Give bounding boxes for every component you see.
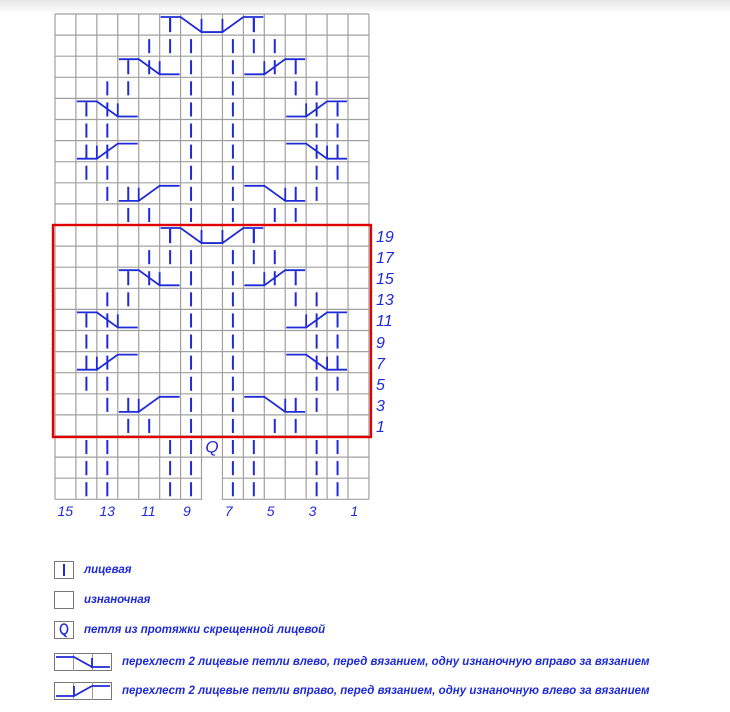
column-number: 9 [183, 503, 191, 519]
column-number: 5 [266, 503, 275, 519]
column-number: 7 [224, 503, 233, 519]
row-number: 13 [376, 292, 394, 310]
row-number: 9 [376, 334, 385, 352]
legend-text-purl: изнаночная [84, 594, 151, 606]
legend-text-cross-left: перехлест 2 лицевые петли влево, перед вязанием, одну изнаночную вправо за вязанием [122, 656, 650, 668]
row-number: 17 [376, 250, 394, 268]
row-number: 19 [376, 229, 394, 246]
row-number: 15 [376, 271, 394, 289]
column-number: 11 [141, 503, 156, 519]
cross-left-icon [54, 653, 112, 671]
column-number: 1 [350, 503, 359, 519]
grid [55, 14, 369, 499]
row-number: 7 [376, 355, 385, 373]
row-number: 3 [376, 397, 385, 415]
row-number: 11 [376, 313, 393, 331]
legend-item-purl [54, 590, 150, 610]
legend-item-cross-right [54, 681, 650, 701]
legend-item-knit [54, 560, 132, 580]
cross-right-icon [54, 682, 112, 700]
legend-text-cross-right: перехлест 2 лицевые петли вправо, перед вязанием, одну изнаночную влево за вязанием [122, 685, 650, 697]
legend-item-twisted-loop [54, 620, 325, 640]
twisted-loop-symbol: Q [205, 437, 219, 457]
knit-icon [54, 561, 74, 579]
legend-text-knit: лицевая [84, 564, 132, 576]
purl-icon [54, 591, 74, 609]
legend-item-cross-left [54, 652, 650, 672]
legend-text-twisted-loop: петля из протяжки скрещенной лицевой [84, 624, 326, 636]
row-number: 5 [376, 376, 385, 394]
twisted-loop-icon [54, 621, 74, 639]
column-number: 3 [308, 503, 317, 519]
column-number: 13 [99, 503, 115, 519]
column-number: 15 [57, 503, 74, 519]
row-number: 1 [376, 418, 385, 436]
gap-cell [202, 458, 221, 501]
